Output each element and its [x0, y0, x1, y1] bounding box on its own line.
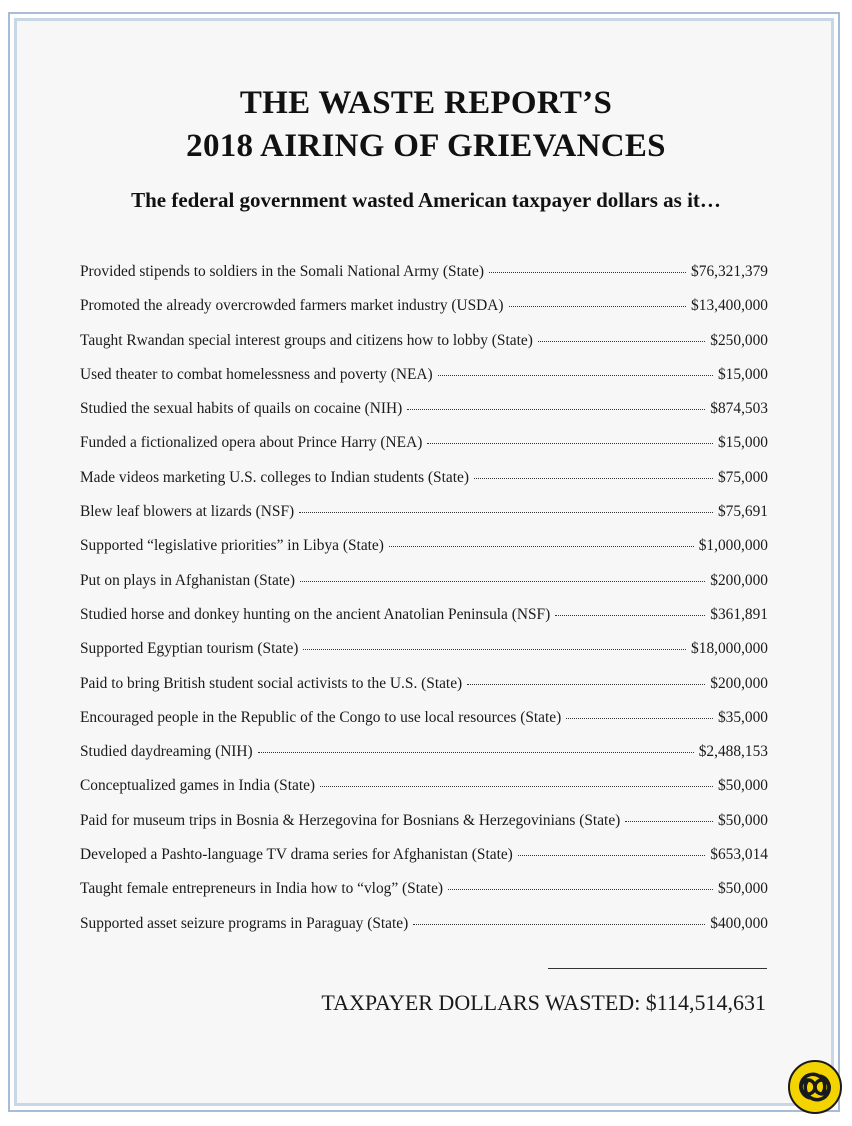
item-amount: $361,891 — [710, 605, 768, 623]
item-amount: $874,503 — [710, 400, 768, 418]
dot-leader — [489, 271, 686, 273]
item-description: Used theater to combat homelessness and poverty (NEA) — [80, 365, 433, 383]
list-item — [80, 469, 768, 503]
list-item — [80, 709, 768, 743]
dot-leader — [299, 511, 713, 513]
dot-leader — [438, 374, 713, 376]
list-item — [80, 777, 768, 811]
item-description: Supported “legislative priorities” in Libya (State) — [80, 537, 384, 555]
list-item — [80, 434, 768, 468]
list-item — [80, 743, 768, 777]
list-item — [80, 675, 768, 709]
item-description: Blew leaf blowers at lizards (NSF) — [80, 503, 295, 521]
item-amount: $200,000 — [710, 571, 768, 589]
item-amount: $50,000 — [717, 880, 768, 898]
list-item — [80, 846, 768, 880]
item-description: Provided stipends to soldiers in the Somali National Army (State) — [80, 263, 484, 280]
item-amount: $250,000 — [710, 331, 768, 349]
item-description: Conceptualized games in India (State) — [80, 777, 316, 795]
dot-leader — [625, 820, 713, 822]
item-description: Studied the sexual habits of quails on cocaine (NIH) — [80, 400, 403, 418]
list-item — [80, 915, 768, 949]
item-description: Taught female entrepreneurs in India how to “vlog” (State) — [80, 880, 444, 898]
sum-divider — [548, 968, 767, 969]
item-description: Developed a Pashto-language TV drama series for Afghanistan (State) — [80, 846, 513, 864]
dot-leader — [413, 923, 705, 925]
item-amount: $400,000 — [710, 914, 768, 932]
item-amount: $200,000 — [710, 674, 768, 692]
dot-leader — [509, 305, 687, 307]
item-description: Promoted the already overcrowded farmers market industry (USDA) — [80, 297, 504, 315]
waste-item-list — [80, 263, 768, 949]
title-line-2: 2018 AIRING OF GRIEVANCES — [186, 128, 666, 164]
item-description: Encouraged people in the Republic of the Congo to use local resources (State) — [80, 708, 562, 726]
item-amount: $18,000,000 — [691, 640, 768, 658]
item-description: Studied horse and donkey hunting on the ancient Anatolian Peninsula (NSF) — [80, 605, 551, 623]
item-amount: $15,000 — [717, 365, 768, 383]
list-item — [80, 880, 768, 914]
title-line-1: THE WASTE REPORT’S — [239, 85, 613, 121]
dot-leader — [407, 408, 705, 410]
list-item — [80, 606, 768, 640]
item-description: Paid to bring British student social activists to the U.S. (State) — [80, 674, 463, 692]
list-item — [80, 503, 768, 537]
item-description: Put on plays in Afghanistan (State) — [80, 571, 296, 589]
item-amount: $75,000 — [717, 468, 768, 486]
dot-leader — [300, 580, 705, 582]
item-description: Supported asset seizure programs in Paraguay (State) — [80, 914, 409, 932]
list-item — [80, 640, 768, 674]
list-item — [80, 537, 768, 571]
item-amount: $76,321,379 — [691, 263, 768, 280]
list-item — [80, 400, 768, 434]
list-item — [80, 297, 768, 331]
item-amount: $2,488,153 — [698, 743, 768, 761]
item-description: Supported Egyptian tourism (State) — [80, 640, 299, 658]
item-amount: $13,400,000 — [691, 297, 768, 315]
dot-leader — [427, 442, 713, 444]
dot-leader — [320, 785, 713, 787]
item-amount: $1,000,000 — [698, 537, 768, 555]
list-item — [80, 812, 768, 846]
item-amount: $653,014 — [710, 846, 768, 864]
item-description: Funded a fictionalized opera about Prince Harry (NEA) — [80, 434, 423, 452]
report-subtitle: The federal government wasted American taxpayer dollars as it… — [131, 188, 721, 212]
item-description: Studied daydreaming (NIH) — [80, 743, 253, 761]
list-item — [80, 366, 768, 400]
item-description: Paid for museum trips in Bosnia & Herzegovina for Bosnians & Herzegovinians (State) — [80, 811, 621, 829]
list-item — [80, 332, 768, 366]
item-description: Made videos marketing U.S. colleges to Indian students (State) — [80, 468, 469, 486]
dot-leader — [303, 648, 686, 650]
item-amount: $50,000 — [717, 811, 768, 829]
dot-leader — [448, 888, 713, 890]
dot-leader — [538, 340, 705, 342]
dot-leader — [389, 545, 694, 547]
spiral-icon — [788, 1060, 842, 1114]
item-amount: $50,000 — [717, 777, 768, 795]
item-amount: $75,691 — [717, 503, 768, 521]
dot-leader — [258, 751, 694, 753]
dot-leader — [555, 614, 705, 616]
item-amount: $35,000 — [717, 708, 768, 726]
list-item — [80, 572, 768, 606]
item-amount: $15,000 — [717, 434, 768, 452]
dot-leader — [474, 477, 713, 479]
list-item — [80, 263, 768, 297]
report-title — [0, 82, 852, 168]
dot-leader — [467, 683, 705, 685]
total-wasted: TAXPAYER DOLLARS WASTED: $114,514,631 — [321, 990, 766, 1015]
dot-leader — [566, 717, 713, 719]
item-description: Taught Rwandan special interest groups and citizens how to lobby (State) — [80, 331, 533, 349]
dot-leader — [518, 854, 705, 856]
